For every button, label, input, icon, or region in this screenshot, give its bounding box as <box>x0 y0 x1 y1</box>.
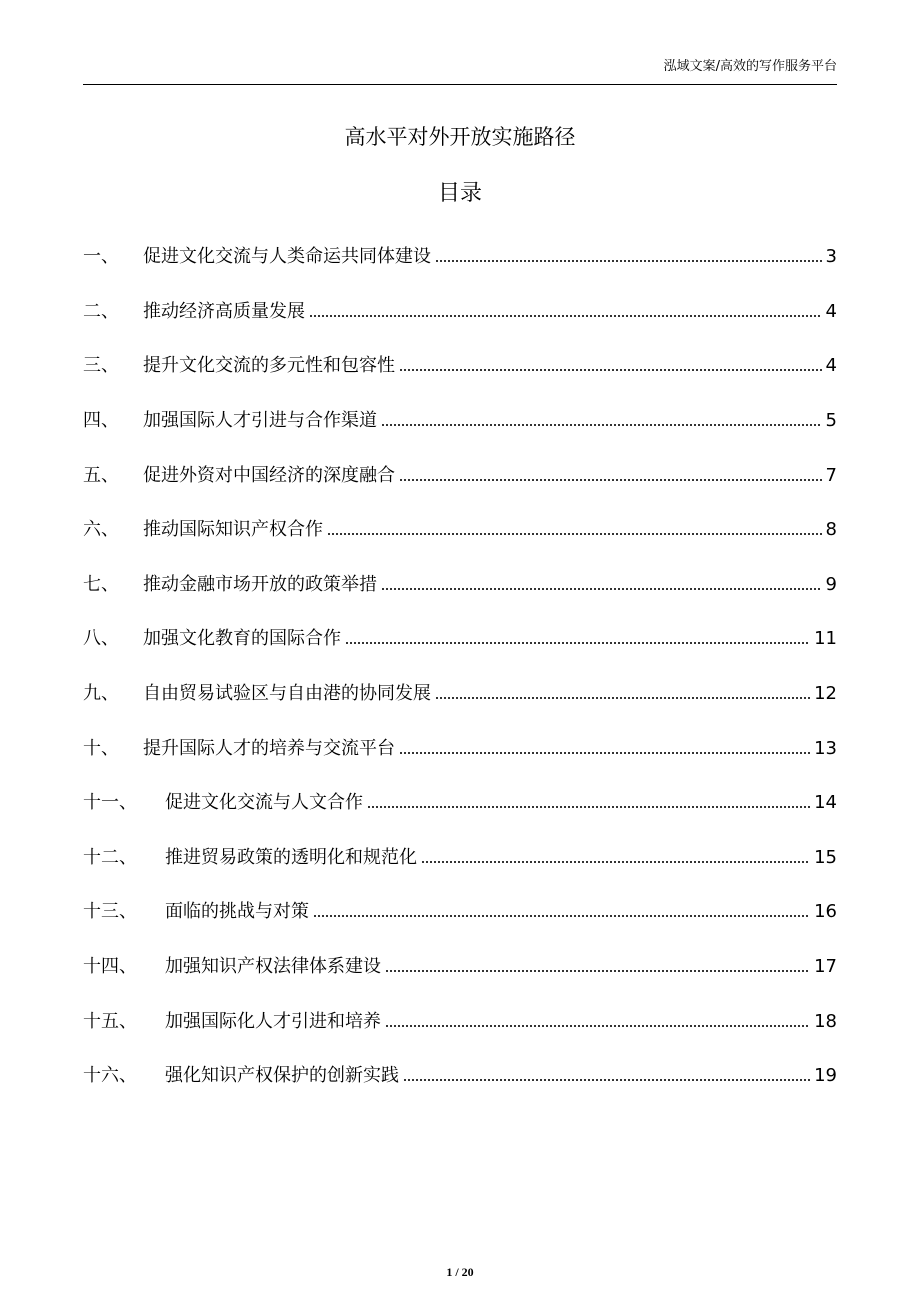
toc-entry[interactable] <box>83 558 837 613</box>
toc-dot-leader <box>367 804 810 810</box>
toc-entry-page: 3 <box>825 246 837 268</box>
toc-entry[interactable] <box>83 394 837 449</box>
toc-entry-title: 促进外资对中国经济的深度融合 <box>143 464 395 486</box>
toc-dot-leader <box>345 640 810 646</box>
toc-entry-title: 推动国际知识产权合作 <box>143 519 323 541</box>
toc-dot-leader <box>385 1023 810 1029</box>
toc-entry-title: 加强国际人才引进与合作渠道 <box>143 410 377 432</box>
toc-entry-page: 8 <box>825 519 837 541</box>
toc-entry[interactable] <box>83 503 837 558</box>
toc-entry-number: 十六、 <box>83 1065 137 1087</box>
toc-dot-leader <box>399 367 822 373</box>
toc-entry-title: 面临的挑战与对策 <box>165 901 309 923</box>
toc-entry[interactable] <box>83 776 837 831</box>
toc-entry-number: 六、 <box>83 519 119 541</box>
toc-dot-leader <box>381 422 822 428</box>
toc-entry-page: 16 <box>814 901 837 923</box>
page-number: 1 / 20 <box>446 1265 474 1279</box>
toc-entry-title: 推动经济高质量发展 <box>143 300 305 322</box>
toc-entry[interactable] <box>83 285 837 340</box>
toc-heading: 目录 <box>437 181 482 206</box>
toc-entry-number: 十三、 <box>83 901 137 923</box>
toc-entry-page: 15 <box>814 846 837 868</box>
toc-entry-page: 7 <box>825 464 837 486</box>
toc-entry-number: 十四、 <box>83 956 137 978</box>
toc-entry-title: 自由贸易试验区与自由港的协同发展 <box>143 683 431 705</box>
toc-entry-number: 十五、 <box>83 1010 137 1032</box>
toc-entry-page: 11 <box>814 628 837 650</box>
toc-entry[interactable] <box>83 994 837 1049</box>
toc-entry-title: 促进文化交流与人文合作 <box>165 792 363 814</box>
toc-entry-page: 4 <box>825 300 837 322</box>
toc-entry-number: 二、 <box>83 300 119 322</box>
toc-entry-page: 9 <box>825 573 837 595</box>
toc-dot-leader <box>435 258 822 264</box>
toc-entry-number: 一、 <box>83 246 119 268</box>
toc-entry-title: 推动金融市场开放的政策举措 <box>143 573 377 595</box>
toc-entry[interactable] <box>83 230 837 285</box>
header-text: 泓域文案/高效的写作服务平台 <box>663 59 837 74</box>
toc-entry-page: 14 <box>814 792 837 814</box>
toc-dot-leader <box>313 913 810 919</box>
toc-entry-title: 推进贸易政策的透明化和规范化 <box>165 846 417 868</box>
toc-entry-page: 13 <box>814 737 837 759</box>
toc-entry-page: 4 <box>825 355 837 377</box>
toc-entry-title: 加强文化教育的国际合作 <box>143 628 341 650</box>
toc-entry-number: 十一、 <box>83 792 137 814</box>
toc-entry[interactable] <box>83 448 837 503</box>
toc-entry-title: 提升国际人才的培养与交流平台 <box>143 737 395 759</box>
document-title: 高水平对外开放实施路径 <box>344 125 576 149</box>
toc-entry-page: 19 <box>814 1065 837 1087</box>
toc-entry-title: 提升文化交流的多元性和包容性 <box>143 355 395 377</box>
toc-dot-leader <box>309 313 822 319</box>
toc-entry-number: 五、 <box>83 464 119 486</box>
toc-entry-page: 12 <box>814 683 837 705</box>
toc-entry-number: 七、 <box>83 573 119 595</box>
table-of-contents <box>83 230 837 1104</box>
toc-entry[interactable] <box>83 831 837 886</box>
toc-dot-leader <box>327 531 822 537</box>
toc-entry[interactable] <box>83 721 837 776</box>
toc-dot-leader <box>403 1077 810 1083</box>
toc-entry-number: 三、 <box>83 355 119 377</box>
toc-dot-leader <box>435 695 810 701</box>
toc-entry-page: 17 <box>814 956 837 978</box>
toc-entry-number: 九、 <box>83 683 119 705</box>
toc-entry[interactable] <box>83 612 837 667</box>
toc-entry[interactable] <box>83 1049 837 1104</box>
header-rule <box>83 84 837 85</box>
toc-entry-title: 加强国际化人才引进和培养 <box>165 1010 381 1032</box>
toc-dot-leader <box>385 968 810 974</box>
toc-entry[interactable] <box>83 339 837 394</box>
toc-entry[interactable] <box>83 940 837 995</box>
toc-entry-number: 十、 <box>83 737 119 759</box>
toc-entry[interactable] <box>83 885 837 940</box>
toc-entry-title: 促进文化交流与人类命运共同体建设 <box>143 246 431 268</box>
toc-entry[interactable] <box>83 667 837 722</box>
toc-entry-number: 八、 <box>83 628 119 650</box>
toc-entry-page: 18 <box>814 1010 837 1032</box>
toc-dot-leader <box>381 586 822 592</box>
toc-entry-number: 四、 <box>83 410 119 432</box>
toc-entry-page: 5 <box>825 410 837 432</box>
toc-entry-title: 加强知识产权法律体系建设 <box>165 956 381 978</box>
toc-dot-leader <box>421 859 810 865</box>
toc-dot-leader <box>399 477 822 483</box>
toc-entry-title: 强化知识产权保护的创新实践 <box>165 1065 399 1087</box>
toc-entry-number: 十二、 <box>83 846 137 868</box>
toc-dot-leader <box>399 750 810 756</box>
